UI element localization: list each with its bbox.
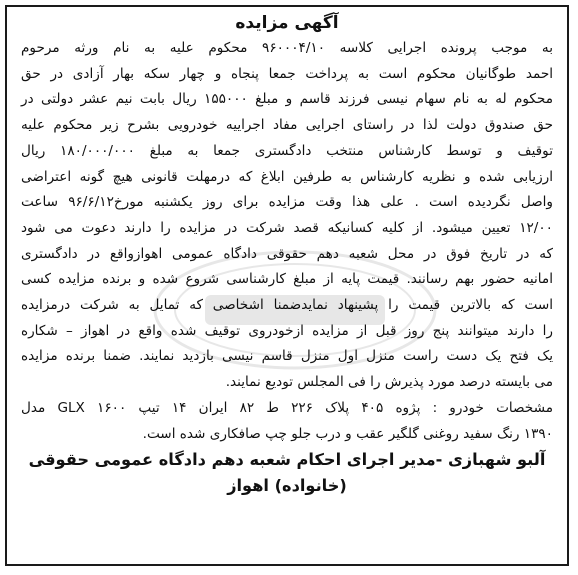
signature-line: (خانواده) اهواز [227,476,347,496]
auction-notice [5,5,569,566]
notice-line: که در تاریخ فوق در محل شعبه دهم حقوقی دادگاه عمومی اهوازواقع در دادگستری [21,245,553,262]
notice-line: امانیه حضور بهم رسانند. قیمت پایه از مبلغ کارشناسی شروع شده و برنده مزایده کسی [21,271,553,288]
signature-line: آلبو شهبازی -مدیر اجرای احکام شعبه دهم دادگاه عمومی حقوقی [28,450,546,470]
notice-title: آگهی مزایده [235,13,339,33]
notice-line: واصل نگردیده است . علی هذا وقت مزایده برای روز یکشنبه مورخ۹۶/۶/۱۲ ساعت [21,194,553,211]
vehicle-spec-line: ۱۳۹۰ رنگ سفید روغنی گلگیر عقب و درب جلو چپ صافکاری شده است. [142,425,553,442]
vehicle-spec-line: مشخصات خودرو : پژوه ۴۰۵ پلاک ۲۲۶ ط ۸۲ ایران ۱۴ تیپ ۱۶۰۰ GLX مدل [21,399,553,416]
notice-line: ارزیابی شده و نظریه کارشناس به طرفین ابلاغ که درمهلت قانونی هیچ گونه اعتراضی [21,168,553,185]
notice-line: احمد طوگانیان محکوم است به پرداخت جمعا پنجاه و چهار سکه بهار آزادی در حق [21,65,553,82]
notice-line: را دارند میتوانند پنج روز قبل از مزایده ازخودروی توقیف شده واقع در اهواز – شکاره [21,322,553,339]
notice-line: یک فتح یک دست راست منزل اول منزل قاسم نیسی بازدید نمایند. ضمنا برنده مزایده [21,348,553,365]
notice-line: می بایسته درصد مورد پذیرش را فی المجلس تودیع نمایند. [225,374,553,391]
notice-line: توقیف و توسط کارشناس منتخب دادگستری جمعا به مبلغ ۱۸۰/۰۰۰/۰۰۰ ریال [21,142,553,159]
notice-line: محکوم له به نام سهام نیسی فرزند قاسم و مبلغ ۱۵۵۰۰۰ ریال بابت نیم عشر دولتی در [21,91,553,108]
notice-line: ۱۲/۰۰ تعیین میشود. از کلیه کسانیکه قصد شرکت در مزایده را دارند دعوت می شود [21,219,553,236]
notice-line: به موجب پرونده اجرایی کلاسه ۹۶۰۰۰۴/۱۰ محکوم علیه به نام ورثه مرحوم [21,40,553,56]
notice-line: است که بالاترین قیمت را پشینهاد نمایدضمنا اشخاصی که تمایل به شرکت درمزایده [21,297,553,314]
notice-line: حق صندوق دولت لذا در راستای اجرایی مفاد اجراییه خودرویی بشرح زیر محکوم علیه [21,117,553,134]
